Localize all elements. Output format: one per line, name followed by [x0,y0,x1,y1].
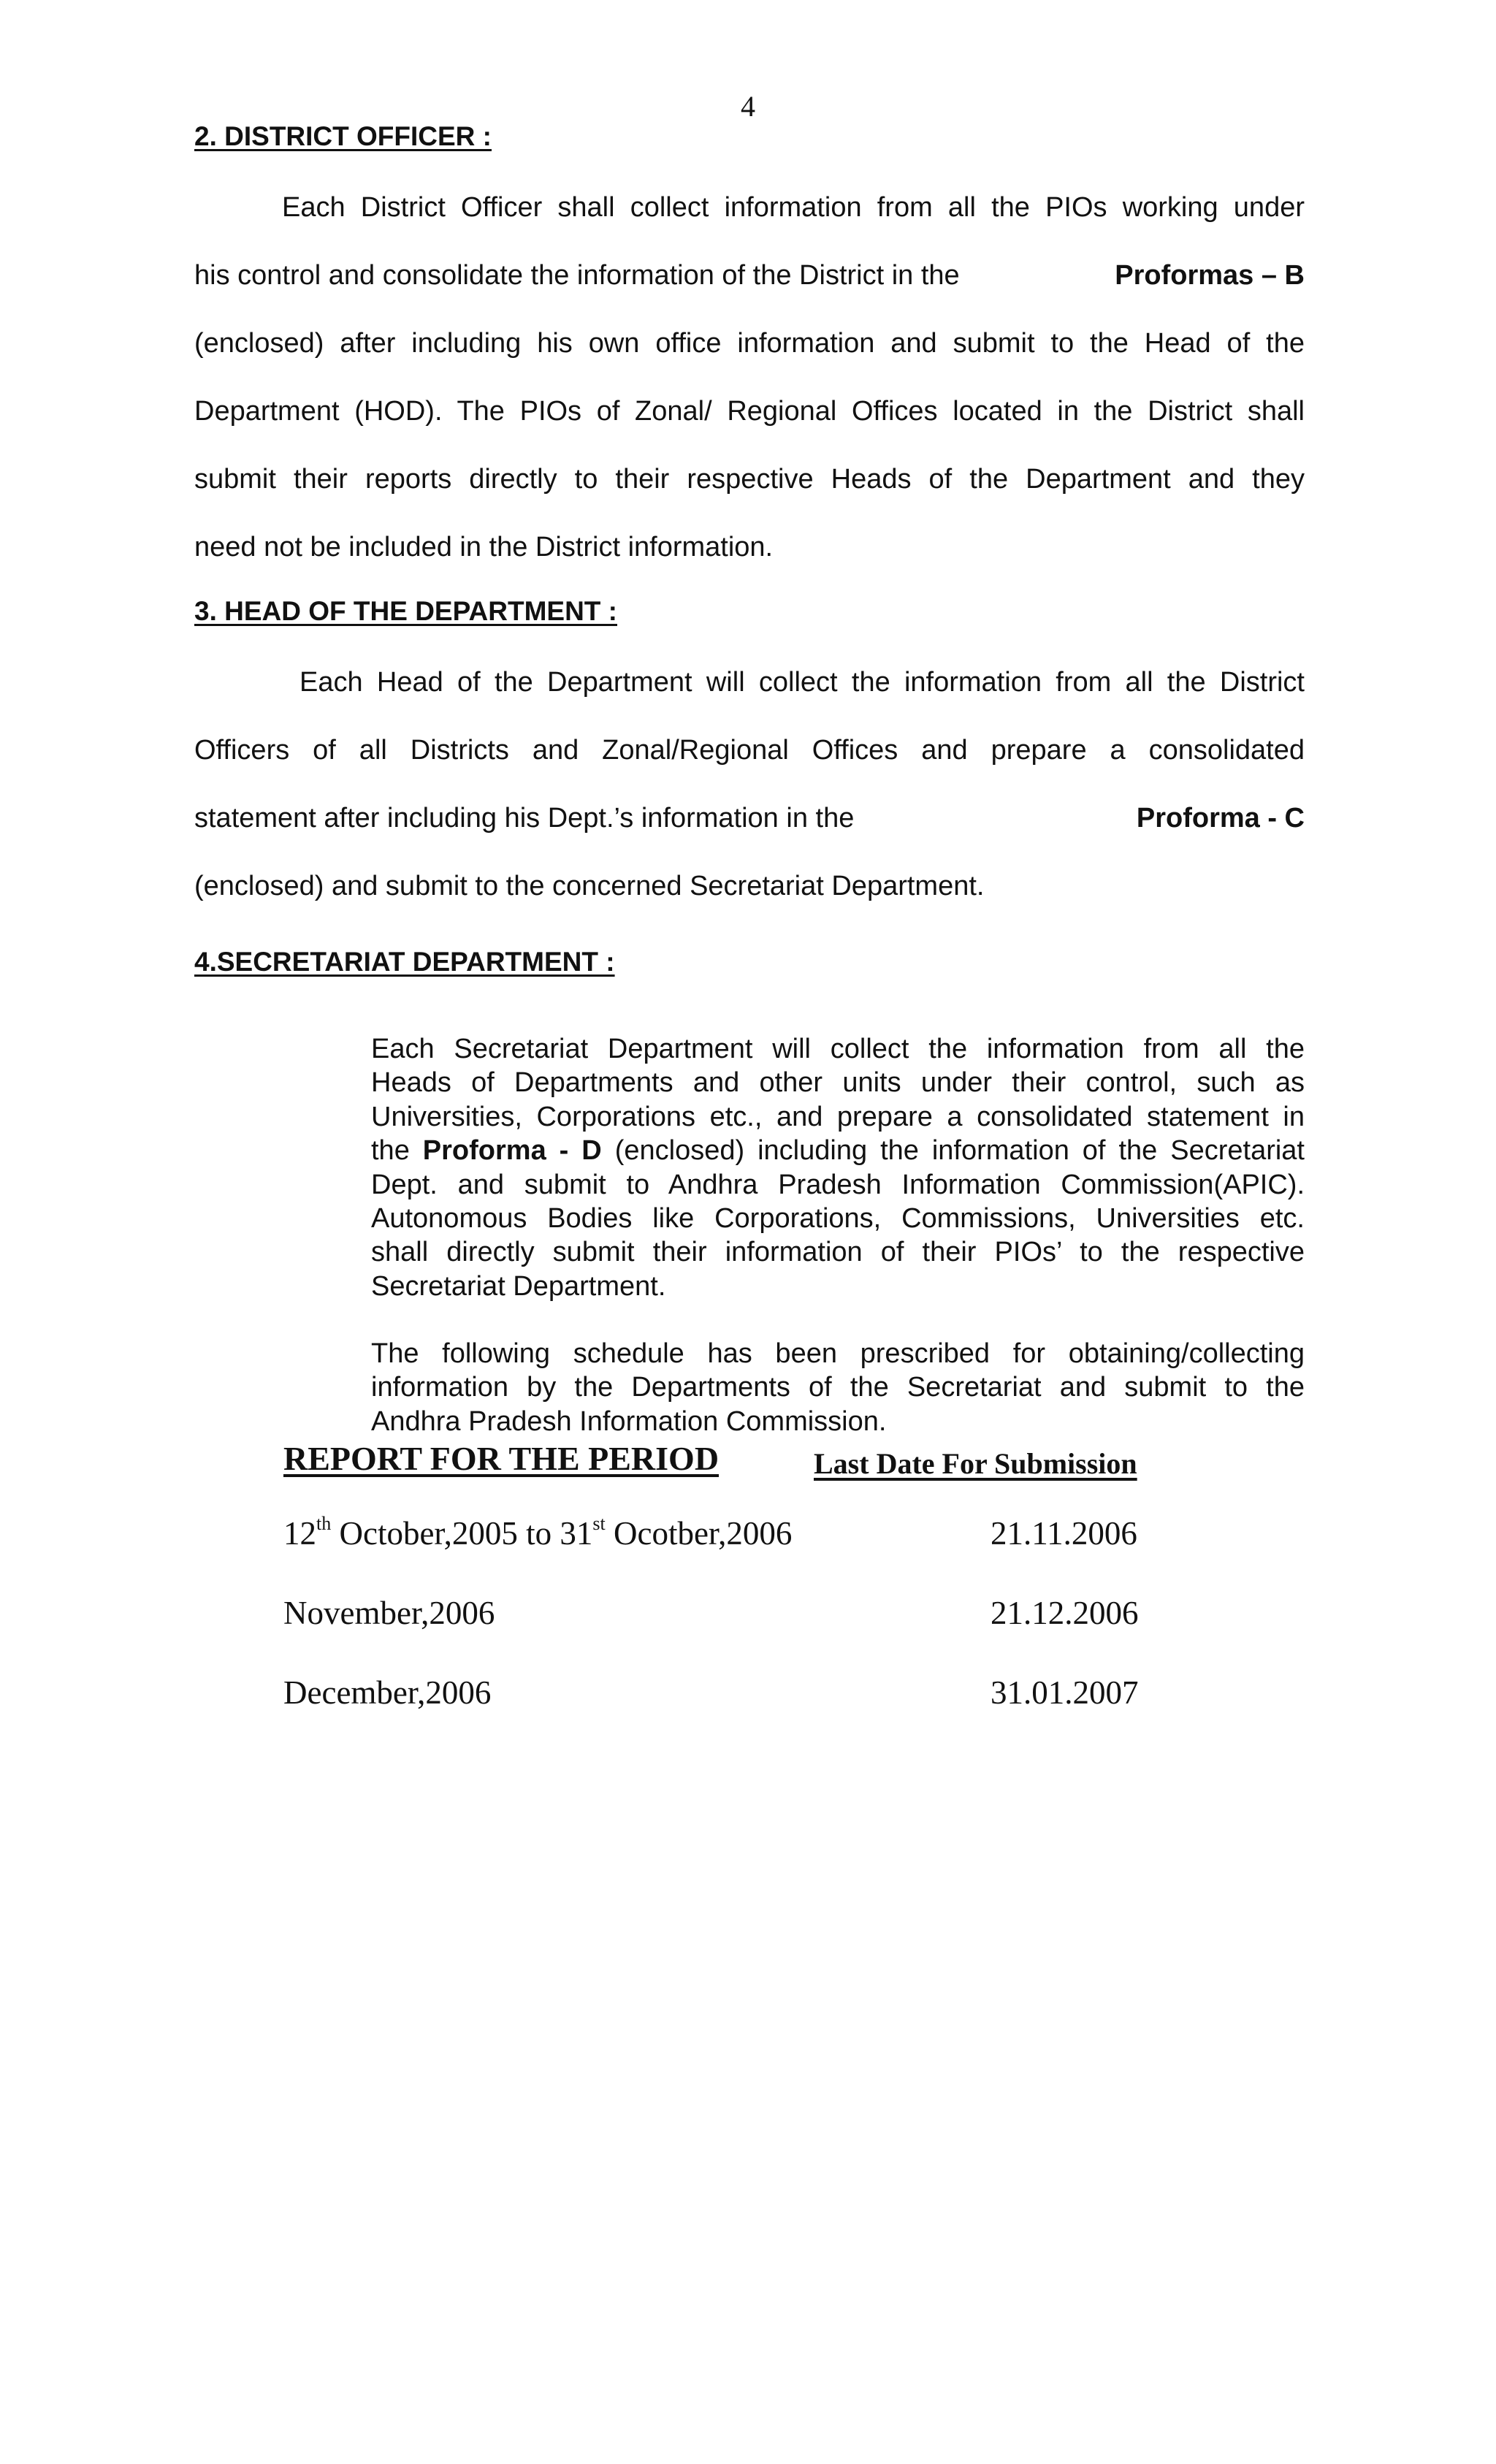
paragraph-line: submit their reports directly to their respective Heads of the Department and they [194,464,1305,495]
period-cell [283,1514,792,1552]
section-heading-head-of-department: 3. HEAD OF THE DEPARTMENT : [194,596,617,626]
proforma-b-label: Proformas – B [1115,260,1305,291]
paragraph-line: Department (HOD). The PIOs of Zonal/ Regional Offices located in the District shall [194,396,1305,427]
ordinal-suffix: st [592,1513,606,1534]
paragraph-line: information by the Departments of the Secretariat and submit to the [371,1372,1305,1403]
table-row [283,1594,1233,1638]
head-of-department-paragraph [194,649,1305,920]
last-date-cell: 31.01.2007 [991,1674,1139,1711]
paragraph-text: his control and consolidate the information of the District in the [194,260,960,291]
secretariat-paragraph-1 [371,1032,1305,1303]
last-date-cell: 21.12.2006 [991,1595,1139,1631]
secretariat-paragraph-2 [371,1337,1305,1438]
paragraph-line: need not be included in the District information. [194,532,774,562]
paragraph-line: Autonomous Bodies like Corporations, Commissions, Universities etc. [371,1203,1305,1235]
paragraph-text: statement after including his Dept.’s information in the [194,803,855,834]
proforma-c-label: Proforma - C [1136,803,1305,834]
paragraph-line: Andhra Pradesh Information Commission. [371,1405,887,1437]
schedule-table-header [283,1439,1233,1483]
period-text: 12 [283,1515,316,1552]
column-header-last-date: Last Date For Submission [814,1447,1137,1480]
table-row [283,1674,1233,1717]
district-officer-paragraph [194,174,1305,581]
proforma-d-label: Proforma - D [422,1135,602,1167]
page-number: 4 [741,90,755,123]
paragraph-line [194,242,1305,310]
paragraph-line [371,1134,1305,1167]
paragraph-line: Heads of Departments and other units under their control, such as [371,1067,1305,1099]
column-header-period: REPORT FOR THE PERIOD [283,1440,720,1477]
paragraph-line: Officers of all Districts and Zonal/Regional Offices and prepare a consolidated [194,735,1305,766]
ordinal-suffix: th [316,1513,332,1534]
paragraph-line: (enclosed) after including his own office information and submit to the Head of the [194,328,1305,359]
paragraph-line: (enclosed) and submit to the concerned Secretariat Department. [194,871,985,901]
period-text: Ocotber,2006 [605,1515,793,1552]
paragraph-line: Each Secretariat Department will collect the information from all the [371,1034,1305,1064]
paragraph-line: Secretariat Department. [371,1270,666,1302]
section-heading-secretariat-department: 4.SECRETARIAT DEPARTMENT : [194,947,615,977]
paragraph-line: Universities, Corporations etc., and prepare a consolidated statement in [371,1101,1305,1132]
period-cell: December,2006 [283,1674,492,1711]
period-cell: November,2006 [283,1595,495,1631]
paragraph-line: Each Head of the Department will collect the information from all the District [299,667,1305,698]
period-text: October,2005 to 31 [331,1515,593,1552]
paragraph-text: (enclosed) including the information of the Secretariat [614,1135,1305,1167]
paragraph-line: The following schedule has been prescribed for obtaining/collecting [371,1338,1305,1369]
section-heading-district-officer: 2. DISTRICT OFFICER : [194,121,492,151]
last-date-cell: 21.11.2006 [991,1515,1137,1552]
paragraph-line [194,785,1305,853]
paragraph-text: the [371,1135,410,1167]
paragraph-line: Each District Officer shall collect information from all the PIOs working under [282,192,1305,223]
paragraph-line: Dept. and submit to Andhra Pradesh Information Commission(APIC). [371,1169,1305,1200]
table-row [283,1514,1233,1558]
paragraph-line: shall directly submit their information of their PIOs’ to the respective [371,1237,1305,1268]
